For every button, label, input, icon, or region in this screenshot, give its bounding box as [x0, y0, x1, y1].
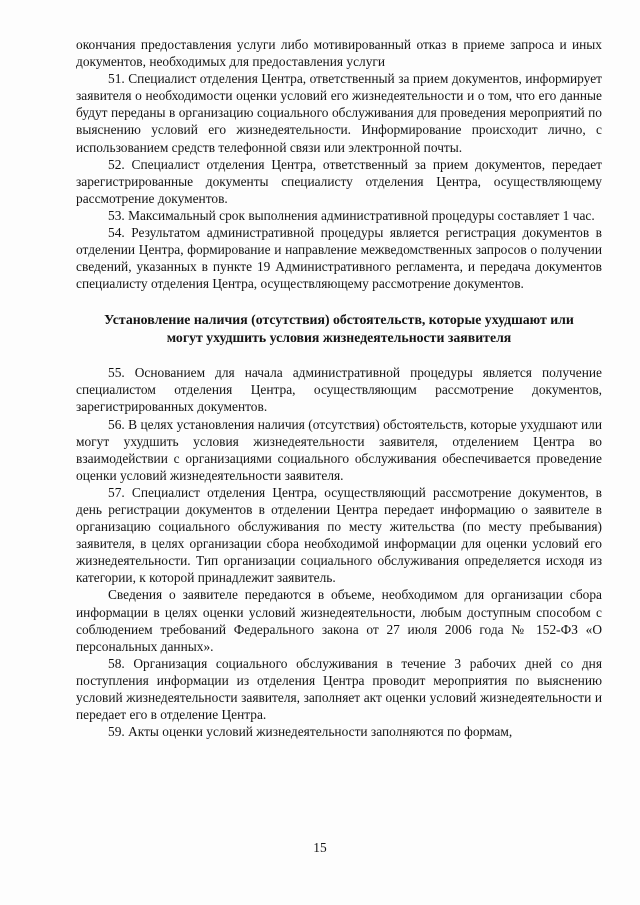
paragraph-51: 51. Специалист отделения Центра, ответственный за прием документов, информирует заявителя о необходимости оценки условий его жизнедеятельности и о том, что его данные будут переданы в организацию социального обслуживания для проведения мероприятий по выяснению условий его жизнедеятельности. Информирование происходит лично, с использованием средств телефонной связи или электронной почты.	[76, 71, 602, 155]
paragraph-54: 54. Результатом административной процедуры является регистрация документов в отделении Центра, формирование и направление межведомственных запросов о получении сведений, указанных в пункте 19 Административного регламента, и передача документов специалисту отделения Центра, осуществляющему рассмотрение документов.	[76, 225, 602, 292]
paragraph-55: 55. Основанием для начала административной процедуры является получение специалистом отделения Центра, осуществляющим рассмотрение документов, зарегистрированных документов.	[76, 365, 602, 415]
paragraph-59: 59. Акты оценки условий жизнедеятельности заполняются по формам,	[108, 724, 513, 740]
paragraph-52: 52. Специалист отделения Центра, ответственный за прием документов, передает зарегистрированные документы специалисту отделения Центра, осуществляющему рассмотрение документов.	[76, 156, 602, 206]
section-heading	[76, 311, 602, 346]
paragraph-56: 56. В целях установления наличия (отсутствия) обстоятельств, которые ухудшают или могут ухудшить условия жизнедеятельности заявителя, отделением Центра во взаимодействии с организациями социального обслуживания обеспечивается проведение оценки условий жизнедеятельности заявителя.	[76, 416, 602, 483]
paragraph-53: 53. Максимальный срок выполнения административной процедуры составляет 1 час.	[108, 207, 595, 223]
page-number: 15	[313, 840, 327, 855]
paragraph-continuation: окончания предоставления услуги либо мотивированный отказ в приеме запроса и иных документов, необходимых для предоставления услуги	[76, 37, 602, 70]
section-heading-line-2: могут ухудшить условия жизнедеятельности заявителя	[166, 329, 512, 345]
paragraph-57: 57. Специалист отделения Центра, осуществляющий рассмотрение документов, в день регистрации документов в отделении Центра передает информацию о заявителе в организацию социального обслуживания по месту жительства (по месту пребывания) заявителя, в целях организации сбора необходимой информации для оценки условий его жизнедеятельности. Тип организации социального обслуживания определяется исходя из категории, к которой принадлежит заявитель.	[76, 484, 602, 586]
paragraph-58: 58. Организация социального обслуживания в течение 3 рабочих дней со дня поступления информации из отделения Центра проводит мероприятия по выяснению условий жизнедеятельности заявителя, заполняет акт оценки условий жизнедеятельности и передает его в отделение Центра.	[76, 655, 602, 723]
section-heading-line-1: Установление наличия (отсутствия) обстоятельств, которые ухудшают или	[104, 312, 574, 328]
paragraph-57-details: Сведения о заявителе передаются в объеме, необходимом для организации сбора информации в целях оценки условий жизнедеятельности, любым доступным способом с соблюдением требований Федерального закона от 27 июля 2006 года № 152-ФЗ «О персональных данных».	[76, 587, 602, 654]
document-body	[76, 36, 602, 740]
